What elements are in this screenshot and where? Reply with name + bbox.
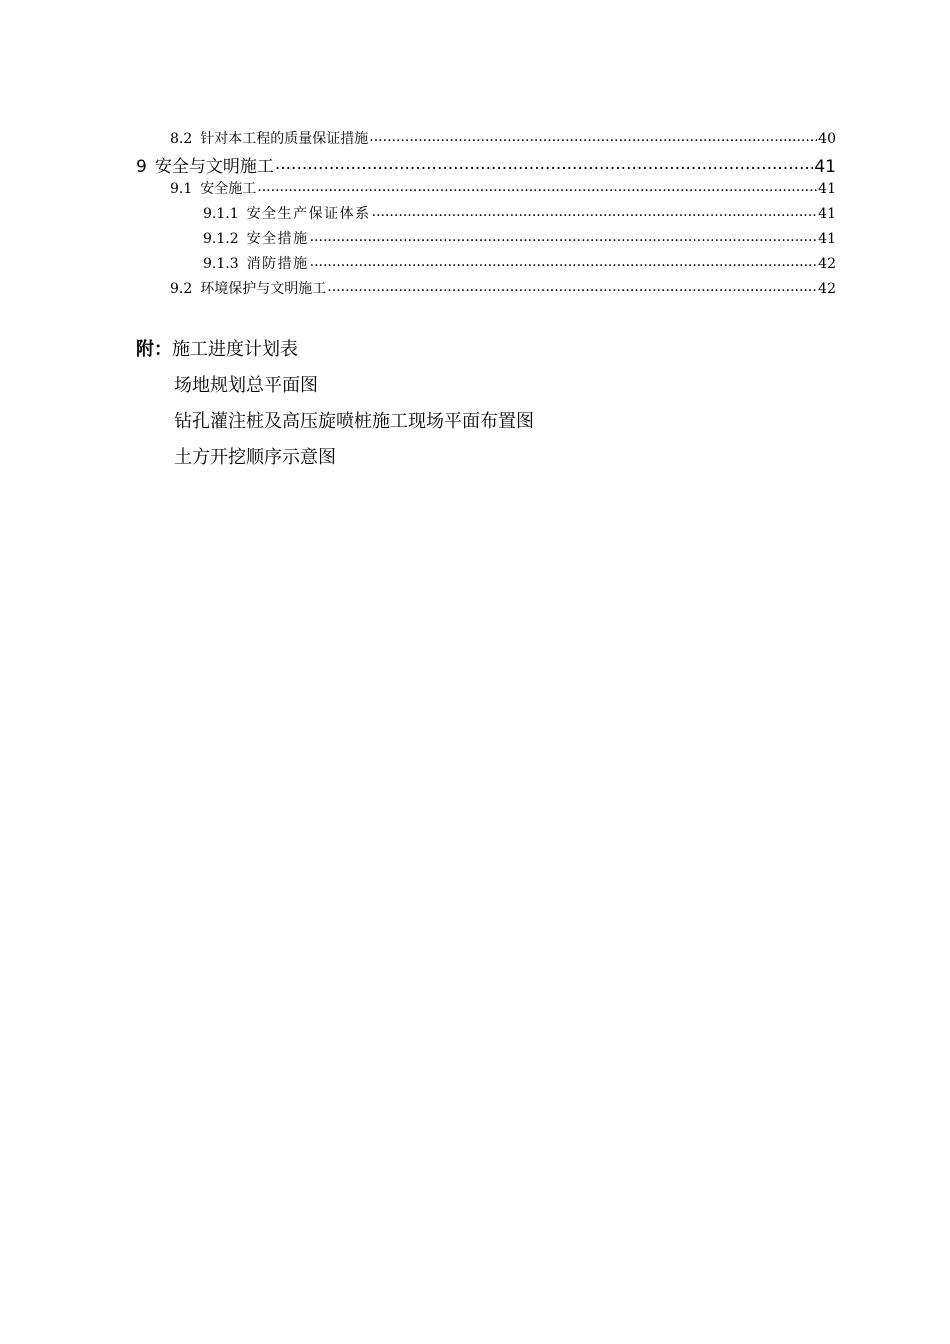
toc-entry-8-2[interactable] [170,128,836,148]
appendix-item: 土方开挖顺序示意图 [174,447,336,468]
toc-entry-number: 9.1.3 [203,256,239,272]
toc-leader-dots [257,179,817,193]
toc-entry-number: 9.1.2 [203,231,239,247]
toc-entry-page: 41 [818,231,836,247]
appendix-list [136,332,534,476]
toc-leader-dots [310,254,818,268]
toc-entry-9-1-1[interactable] [203,203,836,223]
toc-leader-dots [310,229,818,243]
toc-entry-page: 41 [818,181,836,197]
toc-entry-page: 41 [814,157,836,177]
toc-leader-dots [327,279,817,293]
toc-leader-dots [275,155,814,172]
appendix-label: 附： [136,339,172,360]
toc-entry-number: 9.1.1 [203,206,239,222]
toc-leader-dots [372,204,818,218]
toc-entry-title: 针对本工程的质量保证措施 [200,131,369,147]
toc-entry-page: 42 [818,256,836,272]
toc-entry-page: 40 [818,131,836,147]
toc-entry-title: 安全与文明施工 [154,157,274,177]
toc-entry-title: 环境保护与文明施工 [200,281,327,297]
toc-entry-title: 安全生产保证体系 [246,206,371,222]
toc-leader-dots [369,129,817,143]
appendix-item: 钻孔灌注桩及高压旋喷桩施工现场平面布置图 [174,411,534,432]
toc-entry-number: 9.1 [170,181,193,197]
toc-entry-page: 42 [818,281,836,297]
toc-entry-9-2[interactable] [170,278,836,298]
appendix-first-line [136,332,534,368]
toc-entry-title: 安全措施 [246,231,309,247]
toc-entry-page: 41 [818,206,836,222]
toc-entry-9-1[interactable] [170,178,836,198]
toc-entry-number: 8.2 [170,131,193,147]
toc-entry-9-1-2[interactable] [203,228,836,248]
toc-entry-9-1-3[interactable] [203,253,836,273]
toc-entry-9[interactable] [136,152,836,177]
toc-entry-number: 9.2 [170,281,193,297]
appendix-item: 场地规划总平面图 [174,375,318,396]
toc-entry-number: 9 [136,157,147,177]
toc-entry-title: 消防措施 [246,256,309,272]
toc-entry-title: 安全施工 [200,181,257,197]
appendix-item: 施工进度计划表 [172,339,298,360]
